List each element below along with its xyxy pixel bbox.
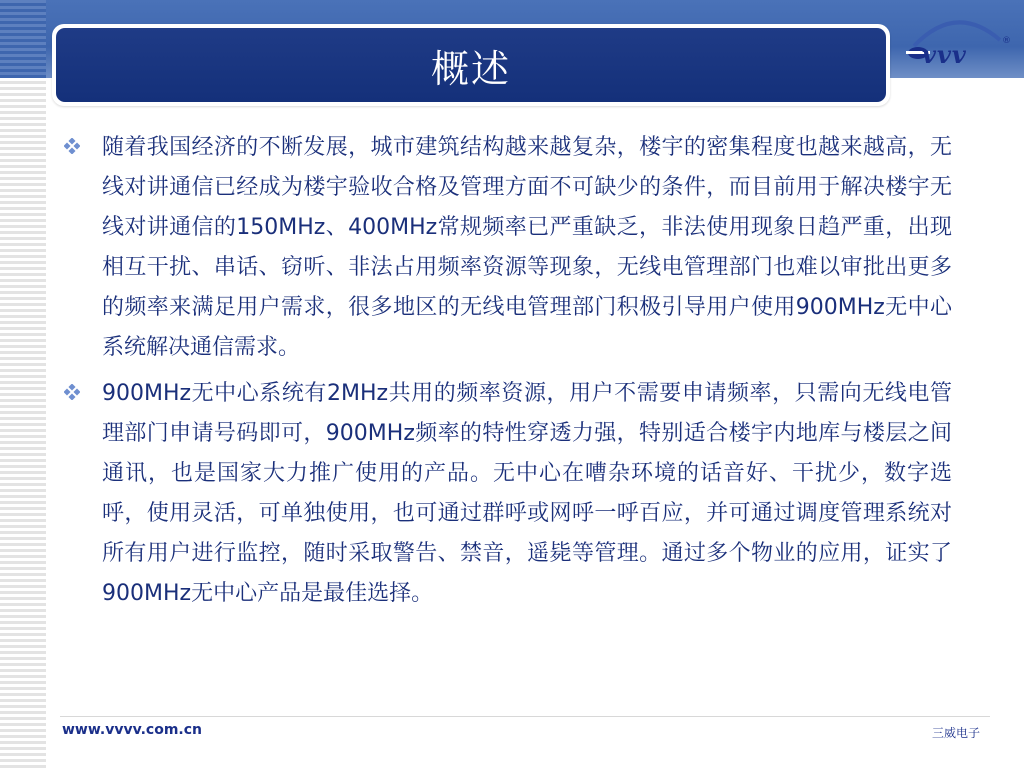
bullet-text: 随着我国经济的不断发展，城市建筑结构越来越复杂，楼宇的密集程度也越来越高，无线对讲通信已经成为楼宇验收合格及管理方面不可缺少的条件，而目前用于解决楼宇无线对讲通信的150MHz、400MHz常规频率已严重缺乏，非法使用现象日趋严重，出现相互干扰、串话、窃听、非法占用频率资源等现象，无线电管理部门也难以审批出更多的频率来满足用户需求，很多地区的无线电管理部门积极引导用户使用900MHz无中心系统解决通信需求。 bbox=[102, 135, 952, 360]
footer-company-name: 三威电子 bbox=[931, 726, 980, 740]
left-decor-stripes bbox=[0, 78, 46, 768]
title-panel bbox=[56, 28, 886, 102]
footer-divider bbox=[60, 716, 990, 717]
title-frame bbox=[52, 24, 890, 106]
bullet-item bbox=[62, 128, 962, 368]
slide-body bbox=[62, 128, 962, 620]
logo-wordmark: vvv bbox=[922, 40, 967, 69]
bullet-text: 900MHz无中心系统有2MHz共用的频率资源，用户不需要申请频率，只需向无线电管理部门申请号码即可，900MHz频率的特性穿透力强，特别适合楼宇内地库与楼层之间通讯，也是国家大力推广使用的产品。无中心在嘈杂环境的话音好、干扰少，数字选呼，使用灵活，可单独使用，也可通过群呼或网呼一呼百应，并可通过调度管理系统对所有用户进行监控，随时采取警告、禁音，遥毙等管理。通过多个物业的应用，证实了900MHz无中心产品是最佳选择。 bbox=[102, 381, 952, 606]
company-logo bbox=[900, 10, 1012, 72]
registered-mark: ® bbox=[1002, 36, 1011, 46]
bullet-item bbox=[62, 374, 962, 614]
footer-website-link[interactable]: www.vvvv.com.cn bbox=[62, 722, 202, 738]
diamond-bullet-icon bbox=[64, 384, 80, 400]
diamond-bullet-icon bbox=[64, 138, 80, 154]
page-title: 概述 bbox=[430, 46, 511, 91]
left-decor-stripes-top bbox=[0, 0, 46, 78]
